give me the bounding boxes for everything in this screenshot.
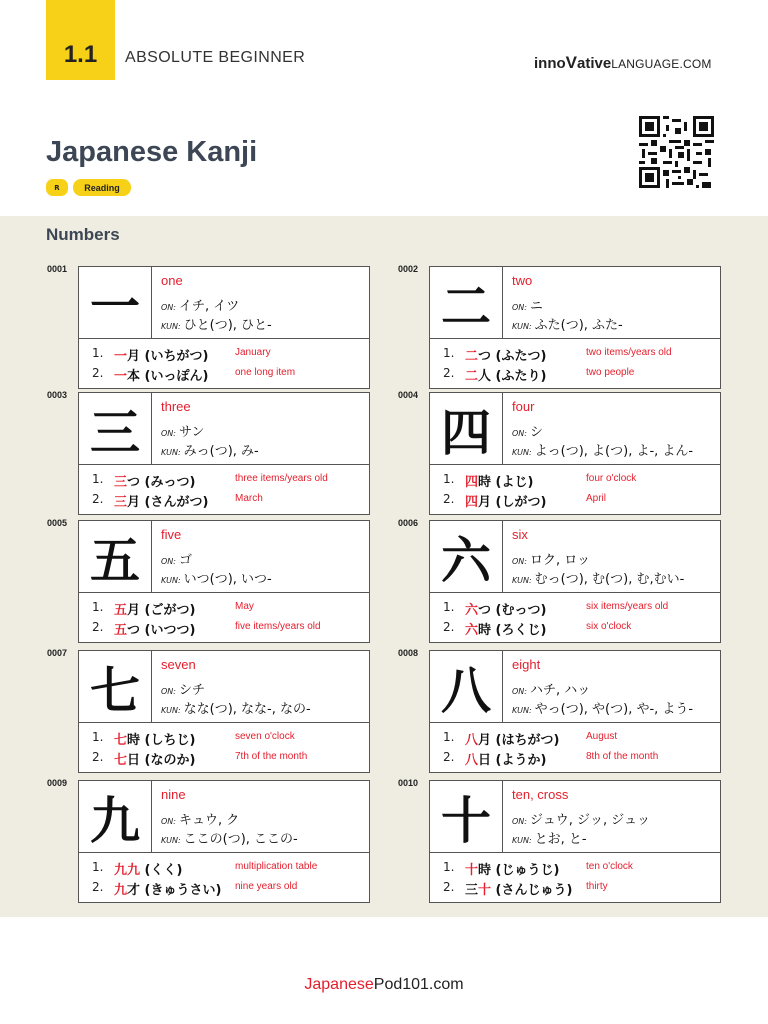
example-reading: 月 (はちがつ)	[478, 733, 560, 748]
brand-part-3: ative	[577, 55, 612, 72]
example-word	[114, 619, 195, 638]
kun-label: KUN:	[512, 322, 532, 331]
example-row	[92, 859, 367, 877]
example-list	[430, 466, 720, 514]
example-index: 1.	[443, 472, 455, 486]
example-index: 1.	[443, 860, 455, 874]
kun-label: KUN:	[512, 836, 532, 845]
example-reading: 月 (いちがつ)	[127, 349, 209, 364]
card-number: 0004	[398, 390, 419, 400]
kanji-info	[503, 267, 720, 339]
example-gloss: two people	[586, 367, 635, 378]
example-word	[465, 879, 572, 898]
example-row	[443, 729, 718, 747]
on-label: ON:	[512, 557, 527, 566]
kanji-meaning: ten, cross	[512, 787, 569, 802]
kanji-meaning: six	[512, 527, 528, 542]
example-row	[92, 345, 367, 363]
example-index: 1.	[92, 600, 104, 614]
on-reading	[512, 295, 543, 314]
kun-label: KUN:	[161, 576, 181, 585]
kun-reading-value: むっ(つ), む(つ), む,むい-	[534, 572, 685, 587]
example-list	[430, 724, 720, 772]
kanji-card	[78, 266, 370, 389]
kun-label: KUN:	[161, 836, 181, 845]
example-kanji-highlight: 三	[114, 475, 128, 490]
kanji-glyph: 二	[430, 267, 503, 339]
example-index: 1.	[443, 600, 455, 614]
example-word	[114, 365, 208, 384]
example-kanji-highlight: 二	[465, 369, 479, 384]
example-word	[465, 599, 546, 618]
kun-reading	[512, 828, 587, 847]
example-gloss: three items/years old	[235, 473, 328, 484]
example-reading: 才 (きゅうさい)	[127, 883, 222, 898]
example-word	[114, 491, 208, 510]
card-number: 0001	[47, 264, 68, 274]
kun-reading	[512, 698, 693, 717]
example-reading: 月 (さんがつ)	[127, 495, 209, 510]
kanji-glyph: 六	[430, 521, 503, 593]
example-row	[92, 599, 367, 617]
on-label: ON:	[161, 687, 176, 696]
example-index: 2.	[92, 366, 104, 380]
example-reading: 日 (なのか)	[127, 753, 196, 768]
example-list	[79, 724, 369, 772]
card-number: 0005	[47, 518, 68, 528]
example-row	[92, 471, 367, 489]
card-number: 0006	[398, 518, 419, 528]
example-reading: 時 (よじ)	[478, 475, 534, 490]
example-gloss: April	[586, 493, 607, 504]
example-row	[92, 491, 367, 509]
example-kanji-highlight: 八	[465, 753, 479, 768]
on-label: ON:	[512, 817, 527, 826]
kanji-meaning: four	[512, 399, 535, 414]
on-reading	[161, 549, 192, 568]
example-index: 1.	[443, 346, 455, 360]
example-index: 2.	[443, 750, 455, 764]
kanji-info	[503, 521, 720, 593]
on-reading-value: ニ	[529, 299, 543, 314]
example-word	[465, 365, 546, 384]
kun-reading	[161, 568, 272, 587]
example-index: 1.	[92, 472, 104, 486]
example-word	[114, 729, 195, 748]
example-reading: 月 (ごがつ)	[127, 603, 196, 618]
example-gloss: one long item	[235, 367, 296, 378]
on-reading	[512, 679, 590, 698]
kanji-card	[429, 520, 721, 643]
example-word	[114, 471, 195, 490]
kun-label: KUN:	[512, 706, 532, 715]
on-label: ON:	[161, 817, 176, 826]
example-row	[92, 729, 367, 747]
example-word	[114, 749, 195, 768]
brand-logo[interactable]	[534, 53, 712, 73]
on-reading	[161, 421, 204, 440]
example-list	[430, 854, 720, 902]
example-list	[430, 340, 720, 388]
card-number: 0007	[47, 648, 68, 658]
on-reading-value: ゴ	[178, 553, 192, 568]
example-row	[92, 365, 367, 383]
on-label: ON:	[161, 429, 176, 438]
kun-reading-value: なな(つ), なな-, なの-	[183, 702, 311, 717]
example-row	[443, 365, 718, 383]
kun-label: KUN:	[512, 448, 532, 457]
example-word	[465, 859, 559, 878]
card-number: 0002	[398, 264, 419, 274]
example-kanji-highlight: 四	[465, 495, 479, 510]
kun-reading	[512, 314, 623, 333]
level-number: 1.1	[63, 41, 98, 68]
brand-part-4: LANGUAGE.COM	[611, 57, 712, 71]
kun-label: KUN:	[161, 322, 181, 331]
kanji-card	[78, 392, 370, 515]
example-gloss: two items/years old	[586, 347, 672, 358]
kanji-glyph: 五	[79, 521, 152, 593]
card-number: 0010	[398, 778, 419, 788]
example-gloss: August	[586, 731, 618, 742]
example-reading: 時 (しちじ)	[127, 733, 196, 748]
example-word	[114, 599, 195, 618]
kun-label: KUN:	[512, 576, 532, 585]
qr-code-icon	[639, 116, 714, 188]
kanji-glyph: 八	[430, 651, 503, 723]
example-reading: 人 (ふたり)	[478, 369, 547, 384]
example-kanji-highlight: 十	[478, 883, 492, 898]
category-tag[interactable]: Reading	[73, 179, 131, 196]
example-index: 2.	[92, 750, 104, 764]
kanji-glyph: 三	[79, 393, 152, 465]
kun-reading-value: ふた(つ), ふた-	[534, 318, 623, 333]
on-label: ON:	[161, 557, 176, 566]
example-gloss: January	[235, 347, 271, 358]
on-reading-value: ジュウ, ジッ, ジュッ	[529, 813, 650, 828]
example-gloss: 8th of the month	[586, 751, 659, 762]
kun-reading	[161, 828, 298, 847]
on-reading	[161, 295, 239, 314]
example-row	[443, 749, 718, 767]
on-reading-value: キュウ, ク	[178, 813, 240, 828]
example-index: 1.	[92, 730, 104, 744]
kanji-meaning: one	[161, 273, 183, 288]
footer-part-2: Pod101.com	[373, 976, 464, 993]
card-number: 0009	[47, 778, 68, 788]
example-row	[92, 879, 367, 897]
kun-reading-value: みっ(つ), み-	[183, 444, 259, 459]
example-gloss: 7th of the month	[235, 751, 308, 762]
example-gloss: six o'clock	[586, 621, 632, 632]
kanji-glyph: 九	[79, 781, 152, 853]
kanji-card	[78, 780, 370, 903]
example-row	[443, 491, 718, 509]
example-reading: 時 (じゅうじ)	[478, 863, 560, 878]
example-kanji-highlight: 八	[465, 733, 479, 748]
example-kanji-highlight: 一	[114, 349, 128, 364]
example-row	[443, 471, 718, 489]
example-gloss: seven o'clock	[235, 731, 295, 742]
example-index: 1.	[443, 730, 455, 744]
example-gloss: multiplication table	[235, 861, 318, 872]
example-word	[465, 749, 546, 768]
example-reading: 日 (ようか)	[478, 753, 547, 768]
example-index: 2.	[443, 492, 455, 506]
example-word	[465, 471, 533, 490]
example-list	[79, 854, 369, 902]
example-gloss: ten o'clock	[586, 861, 633, 872]
example-gloss: May	[235, 601, 254, 612]
example-kanji-highlight: 五	[114, 623, 128, 638]
on-reading	[512, 809, 650, 828]
kanji-info	[503, 651, 720, 723]
example-word	[465, 619, 546, 638]
example-row	[443, 619, 718, 637]
example-index: 2.	[443, 620, 455, 634]
kun-reading-value: よっ(つ), よ(つ), よ-, よん-	[534, 444, 694, 459]
example-kanji-highlight: 五	[114, 603, 128, 618]
example-row	[92, 619, 367, 637]
example-row	[92, 749, 367, 767]
kanji-card	[78, 520, 370, 643]
example-kanji-highlight: 六	[465, 623, 479, 638]
example-word	[114, 879, 221, 898]
footer-part-1: Japanese	[304, 976, 374, 993]
example-row	[443, 879, 718, 897]
brand-part-2: V	[565, 53, 577, 72]
on-reading	[512, 421, 543, 440]
kun-reading-value: ひと(つ), ひと-	[183, 318, 272, 333]
example-index: 2.	[92, 492, 104, 506]
kanji-card	[429, 650, 721, 773]
brand-part-1: inno	[534, 55, 566, 72]
on-reading-value: サン	[178, 425, 205, 440]
example-word	[465, 491, 546, 510]
example-reading: 本 (いっぽん)	[127, 369, 209, 384]
on-label: ON:	[512, 303, 527, 312]
kun-reading	[161, 440, 259, 459]
kun-reading-value: とお, と-	[534, 832, 587, 847]
kanji-info	[152, 521, 369, 593]
kanji-meaning: three	[161, 399, 191, 414]
card-number: 0003	[47, 390, 68, 400]
example-index: 1.	[92, 346, 104, 360]
example-reading: つ (むっつ)	[478, 603, 547, 618]
example-reading: つ (みっつ)	[127, 475, 196, 490]
example-kanji-highlight: 七	[114, 753, 128, 768]
example-word	[465, 729, 559, 748]
level-name: ABSOLUTE BEGINNER	[125, 49, 306, 66]
kun-reading	[512, 568, 684, 587]
example-reading: (さんじゅう)	[491, 883, 573, 898]
example-gloss: March	[235, 493, 263, 504]
kanji-meaning: nine	[161, 787, 186, 802]
kun-label: KUN:	[161, 706, 181, 715]
reading-level-chip: R	[46, 179, 68, 196]
on-reading	[161, 679, 205, 698]
on-reading-value: ロク, ロッ	[529, 553, 590, 568]
on-reading-value: ハチ, ハッ	[529, 683, 591, 698]
example-kanji-highlight: 九九	[114, 863, 141, 878]
example-kanji-highlight: 六	[465, 603, 479, 618]
example-word	[114, 345, 208, 364]
example-reading: 時 (ろくじ)	[478, 623, 547, 638]
example-word	[465, 345, 546, 364]
on-reading-value: シチ	[178, 683, 205, 698]
card-number: 0008	[398, 648, 419, 658]
on-label: ON:	[512, 429, 527, 438]
example-kanji-highlight: 二	[465, 349, 479, 364]
example-list	[79, 594, 369, 642]
example-gloss: thirty	[586, 881, 608, 892]
kanji-meaning: two	[512, 273, 533, 288]
kun-reading-value: やっ(つ), や(つ), や-, よう-	[534, 702, 694, 717]
kun-label: KUN:	[161, 448, 181, 457]
kanji-meaning: eight	[512, 657, 541, 672]
example-row	[443, 345, 718, 363]
kanji-info	[503, 781, 720, 853]
example-kanji-highlight: 一	[114, 369, 128, 384]
example-kanji-highlight: 四	[465, 475, 479, 490]
kanji-card	[429, 266, 721, 389]
kanji-glyph: 十	[430, 781, 503, 853]
kanji-meaning: seven	[161, 657, 196, 672]
example-index: 2.	[92, 880, 104, 894]
level-badge	[46, 0, 115, 80]
example-kanji-highlight: 三	[114, 495, 128, 510]
example-list	[430, 594, 720, 642]
kanji-glyph: 四	[430, 393, 503, 465]
kanji-glyph: 一	[79, 267, 152, 339]
on-label: ON:	[512, 687, 527, 696]
example-kanji-highlight: 十	[465, 863, 479, 878]
kun-reading	[161, 698, 311, 717]
example-index: 2.	[443, 366, 455, 380]
example-index: 1.	[92, 860, 104, 874]
kun-reading	[161, 314, 272, 333]
page-title: Japanese Kanji	[46, 136, 258, 168]
on-reading-value: シ	[529, 425, 543, 440]
footer-link[interactable]	[0, 976, 768, 994]
example-list	[79, 466, 369, 514]
example-row	[443, 599, 718, 617]
example-gloss: six items/years old	[586, 601, 669, 612]
on-reading	[512, 549, 590, 568]
kanji-info	[503, 393, 720, 465]
kanji-glyph: 七	[79, 651, 152, 723]
example-reading: (くく)	[140, 863, 183, 878]
example-index: 2.	[443, 880, 455, 894]
kanji-info	[152, 781, 369, 853]
example-list	[79, 340, 369, 388]
example-row	[443, 859, 718, 877]
example-reading: つ (いつつ)	[127, 623, 196, 638]
example-gloss: five items/years old	[235, 621, 321, 632]
example-prefix: 三	[465, 883, 479, 898]
example-kanji-highlight: 九	[114, 883, 128, 898]
kun-reading	[512, 440, 693, 459]
kanji-card	[429, 392, 721, 515]
example-gloss: nine years old	[235, 881, 298, 892]
kun-reading-value: いつ(つ), いつ-	[183, 572, 272, 587]
example-gloss: four o'clock	[586, 473, 637, 484]
kanji-meaning: five	[161, 527, 182, 542]
kanji-info	[152, 267, 369, 339]
section-title: Numbers	[46, 225, 120, 244]
kanji-info	[152, 393, 369, 465]
kun-reading-value: ここの(つ), ここの-	[183, 832, 298, 847]
kanji-info	[152, 651, 369, 723]
kanji-card	[429, 780, 721, 903]
example-reading: 月 (しがつ)	[478, 495, 547, 510]
kanji-card	[78, 650, 370, 773]
example-index: 2.	[92, 620, 104, 634]
on-label: ON:	[161, 303, 176, 312]
example-word	[114, 859, 182, 878]
example-kanji-highlight: 七	[114, 733, 128, 748]
on-reading	[161, 809, 239, 828]
example-reading: つ (ふたつ)	[478, 349, 547, 364]
on-reading-value: イチ, イツ	[178, 299, 240, 314]
